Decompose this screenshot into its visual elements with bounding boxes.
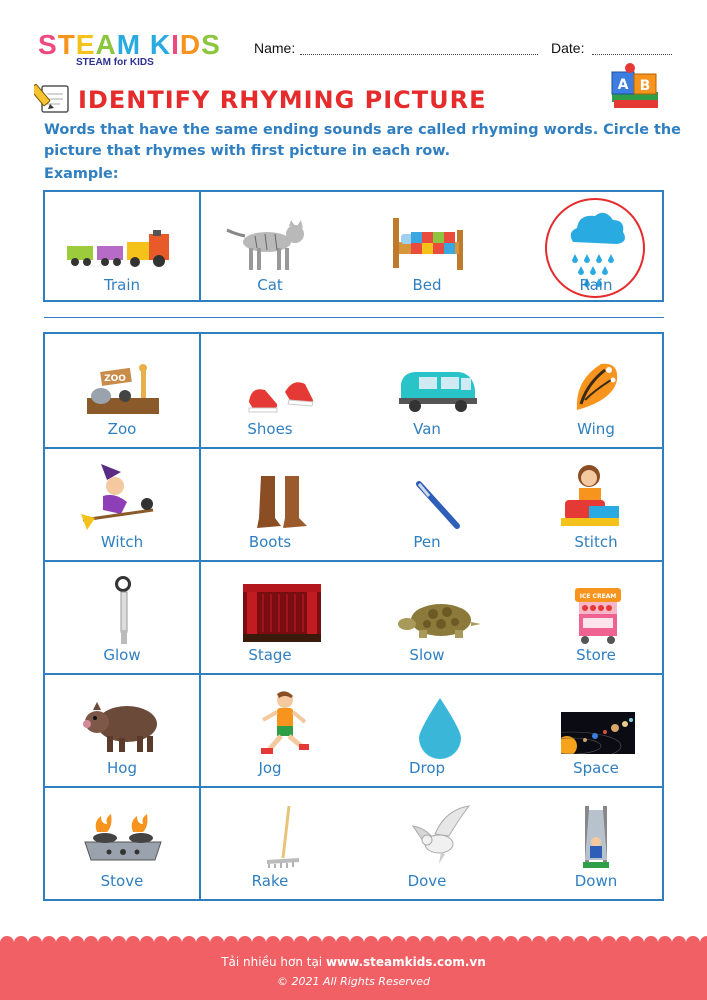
- svg-text:ICE CREAM: ICE CREAM: [579, 593, 617, 600]
- abc-books-icon: [606, 62, 664, 112]
- row-word: Zoo: [107, 420, 137, 438]
- row-word: Van: [413, 420, 441, 438]
- date-field[interactable]: [592, 54, 672, 55]
- stage-picture[interactable]: [243, 584, 321, 642]
- footer: [0, 942, 707, 1000]
- name-field[interactable]: [300, 54, 538, 55]
- store-picture[interactable]: [573, 584, 623, 646]
- witch-picture[interactable]: [81, 462, 165, 530]
- row-word: Glow: [103, 646, 141, 664]
- instructions: Words that have the same ending sounds are called rhyming words. Circle the picture that rhymes with first picture in each row.: [44, 122, 681, 159]
- row-word: Jog: [258, 759, 282, 777]
- footer-website[interactable]: Tải nhiều hơn tại www.steamkids.com.vn: [221, 955, 486, 969]
- boots-picture[interactable]: [255, 474, 309, 532]
- row-word: Stove: [100, 872, 144, 890]
- stove-picture[interactable]: [83, 814, 163, 868]
- footer-copyright: © 2021 All Rights Reserved: [276, 975, 430, 988]
- train-picture[interactable]: [65, 228, 177, 268]
- stitch-picture[interactable]: [559, 462, 623, 530]
- example-label: Example:: [44, 166, 119, 182]
- date-label: Date:: [551, 40, 585, 56]
- down-slide-picture[interactable]: [581, 804, 611, 870]
- glow-picture[interactable]: [111, 574, 141, 646]
- jog-picture[interactable]: [255, 690, 311, 760]
- pen-picture[interactable]: [413, 480, 463, 530]
- row-word: Witch: [100, 533, 144, 551]
- row-word: Store: [576, 646, 616, 664]
- slow-turtle-picture[interactable]: [397, 600, 483, 638]
- svg-text:A: A: [617, 77, 629, 93]
- svg-text:B: B: [639, 78, 651, 94]
- rake-picture[interactable]: [263, 804, 303, 870]
- space-picture[interactable]: [561, 712, 635, 754]
- row-word: Wing: [577, 420, 615, 438]
- row-word: Down: [574, 872, 618, 890]
- worksheet-pencil-icon: [34, 80, 74, 116]
- example-word: Cat: [257, 276, 283, 294]
- footer-site-link[interactable]: www.steamkids.com.vn: [325, 955, 486, 969]
- logo: STEAM KIDS: [38, 29, 221, 60]
- zoo-picture[interactable]: [85, 362, 161, 416]
- page-title: IDENTIFY RHYMING PICTURE: [78, 86, 487, 114]
- hog-picture[interactable]: [83, 696, 163, 754]
- row-word: Shoes: [247, 420, 293, 438]
- separator-line: [44, 317, 664, 318]
- wing-picture[interactable]: [571, 360, 621, 416]
- row-word: Space: [573, 759, 619, 777]
- example-word: Train: [104, 276, 140, 294]
- row-word: Drop: [408, 759, 446, 777]
- example-word: Bed: [412, 276, 442, 294]
- van-picture[interactable]: [397, 368, 479, 414]
- svg-text:ZOO: ZOO: [104, 374, 126, 384]
- row-word: Slow: [409, 646, 445, 664]
- row-word: Dove: [407, 872, 447, 890]
- row-word: Rake: [251, 872, 289, 890]
- name-label: Name:: [254, 40, 296, 56]
- row-word: Boots: [248, 533, 292, 551]
- drop-picture[interactable]: [417, 696, 463, 760]
- logo-subtitle: STEAM for KIDS: [76, 57, 154, 68]
- rhyming-table: [43, 332, 664, 901]
- dove-picture[interactable]: [405, 804, 473, 866]
- example-table: [43, 190, 664, 302]
- row-word: Hog: [107, 759, 137, 777]
- cat-picture[interactable]: [225, 220, 315, 272]
- row-word: Stage: [248, 646, 292, 664]
- shoes-picture[interactable]: [245, 372, 317, 416]
- bed-picture[interactable]: [391, 212, 467, 272]
- row-word: Pen: [413, 533, 441, 551]
- row-word: Stitch: [574, 533, 618, 551]
- example-word: Rain: [579, 276, 613, 294]
